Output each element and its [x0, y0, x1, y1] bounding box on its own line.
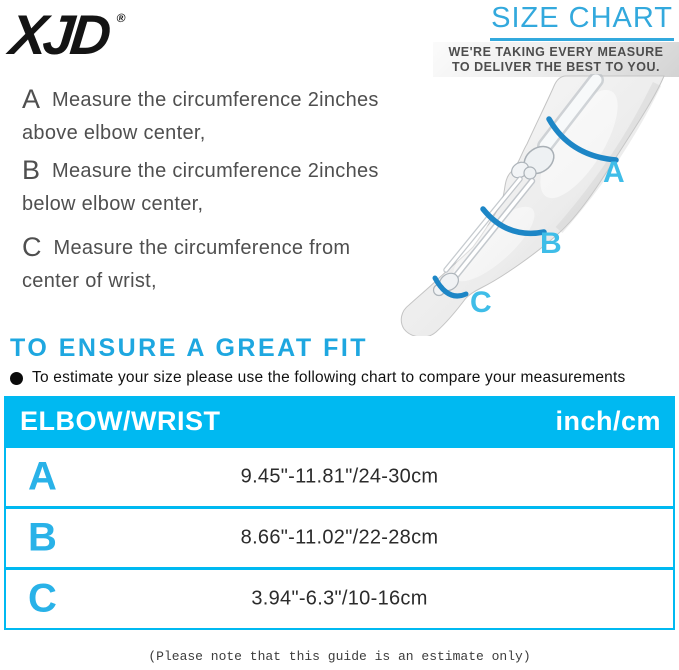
diagram-label-a: A [603, 156, 625, 189]
instruction-c [22, 232, 427, 293]
instruction-c-line1: Measure the circumference from [53, 237, 351, 259]
diagram-label-c: C [470, 286, 492, 319]
instruction-a-letter: A [22, 84, 41, 114]
instruction-b-line1: Measure the circumference 2inches [52, 160, 379, 182]
size-row-b-value: 8.66"-11.02"/22-28cm [240, 526, 439, 549]
estimate-footnote: (Please note that this guide is an estimate only) [148, 649, 531, 664]
brand-logo [6, 2, 127, 67]
instruction-a-line2: above elbow center, [22, 122, 206, 144]
fit-section-note-text: To estimate your size please use the following chart to compare your measurements [32, 369, 626, 386]
diagram-label-b: B [540, 227, 562, 260]
size-row-c [6, 567, 673, 628]
size-row-a-letter: A [28, 454, 57, 499]
brand-logo-text: XJD [6, 3, 111, 66]
trochlea-bone [524, 167, 536, 179]
size-row-c-value: 3.94"-6.3"/10-16cm [251, 587, 428, 610]
tagline-line-2: TO DELIVER THE BEST TO YOU. [452, 60, 660, 74]
size-table-header-left: ELBOW/WRIST [20, 406, 221, 436]
tagline-line-1: WE'RE TAKING EVERY MEASURE [448, 45, 664, 59]
page-title: SIZE CHART [490, 2, 674, 41]
size-row-c-letter: C [28, 576, 57, 621]
instruction-c-letter: C [22, 232, 42, 262]
size-table-header [6, 398, 673, 445]
fit-section-heading: TO ENSURE A GREAT FIT [10, 334, 369, 362]
fit-section-note [10, 369, 625, 387]
arm-silhouette [401, 76, 664, 336]
arm-measurement-diagram [389, 74, 679, 336]
tagline-banner [433, 42, 679, 77]
instruction-b-line2: below elbow center, [22, 193, 204, 215]
instruction-a-line1: Measure the circumference 2inches [52, 89, 379, 111]
size-table [4, 396, 675, 630]
instruction-c-line2: center of wrist, [22, 270, 157, 292]
size-table-header-right: inch/cm [555, 406, 661, 436]
registered-trademark-icon: ® [115, 11, 127, 25]
size-row-b [6, 506, 673, 567]
size-row-a [6, 445, 673, 506]
size-row-b-letter: B [28, 515, 57, 560]
bullet-icon [10, 372, 23, 385]
instruction-a [22, 84, 427, 145]
size-row-a-value: 9.45"-11.81"/24-30cm [240, 465, 439, 488]
instruction-b-letter: B [22, 155, 41, 185]
arm-diagram-svg [389, 74, 679, 336]
instruction-b [22, 155, 427, 216]
